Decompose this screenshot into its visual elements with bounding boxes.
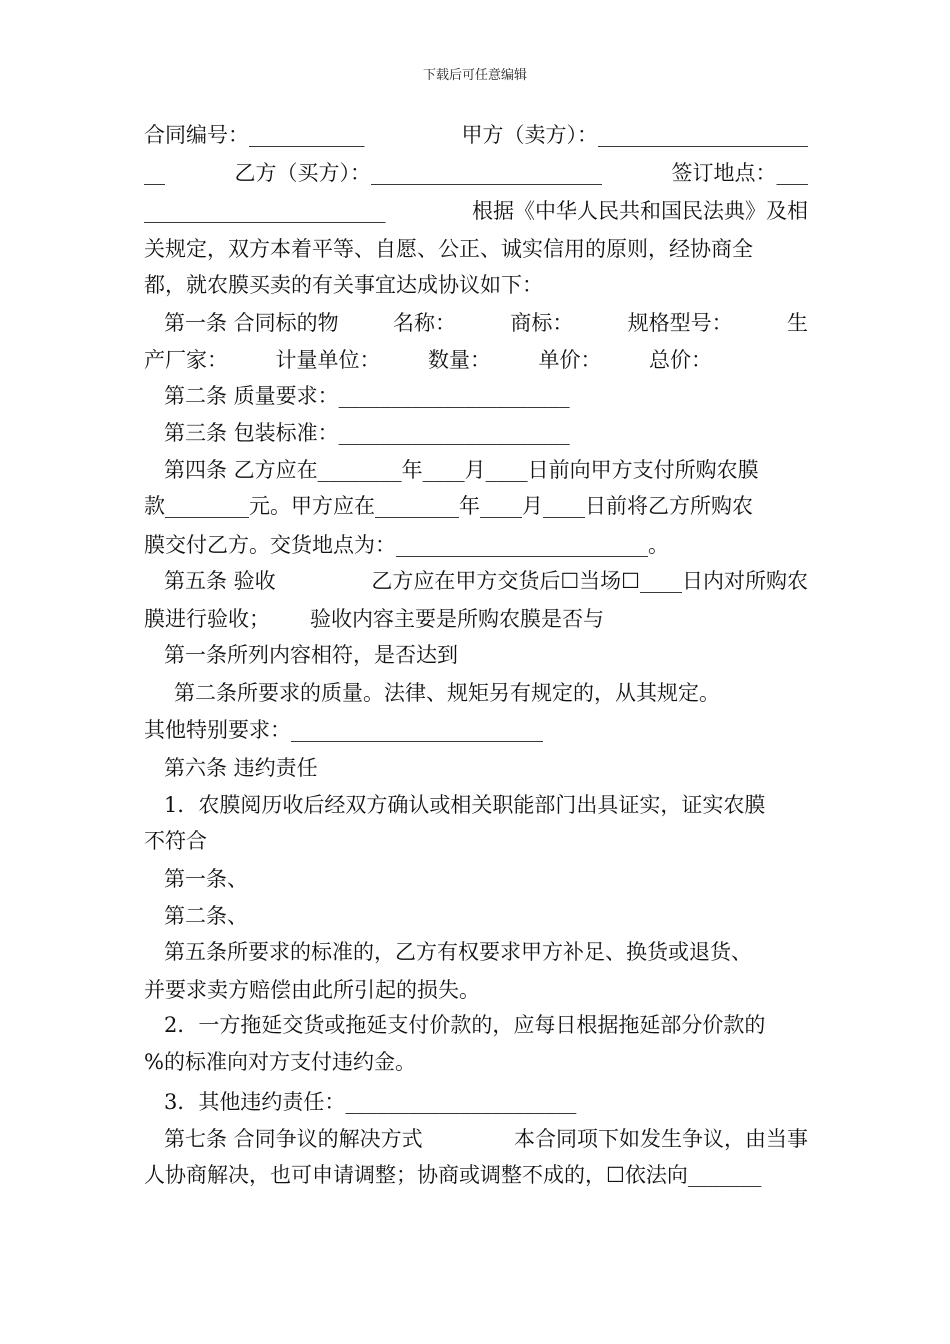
contract-line (144, 864, 808, 894)
line-segment: 第六条 违约责任 (164, 756, 318, 780)
contract-line (144, 604, 808, 634)
line-segment: 第二条、 (164, 904, 248, 928)
line-segment: 根据《中华人民共和国民法典》及相 (472, 199, 808, 223)
contract-line (144, 1047, 808, 1077)
line-segment: 并要求卖方赔偿由此所引起的损失。 (144, 978, 480, 1002)
line-segment: 验收内容主要是所购农膜是否与 (310, 607, 604, 631)
contract-line (144, 790, 808, 820)
line-segment: 乙方（买方）：______________________ (234, 161, 602, 185)
line-segment: 第四条 乙方应在________年____月____日前向甲方支付所购农膜 (164, 458, 759, 482)
line-segment: 第一条 合同标的物 (164, 311, 339, 335)
line-segment: 1．农膜阅历收后经双方确认或相关职能部门出具证实，证实农膜 (164, 793, 766, 817)
line-segment: 产厂家： (144, 348, 228, 372)
line-segment: 规格型号： (627, 311, 733, 335)
line-segment: 计量单位： (275, 348, 381, 372)
line-segment: 第五条 验收 (164, 569, 276, 593)
page-header: 下载后可任意编辑 (422, 68, 527, 83)
contract-line (144, 753, 808, 783)
contract-line (144, 1087, 808, 1117)
contract-line (144, 120, 808, 150)
contract-line (144, 937, 808, 967)
line-segment: 签订地点：___ (671, 161, 808, 185)
contract-line (144, 196, 808, 226)
line-segment: 单价： (538, 348, 602, 372)
line-segment: 都，就农膜买卖的有关事宜达成协议如下： (144, 273, 543, 297)
line-segment: 2．一方拖延交货或拖延支付价款的，应每日根据拖延部分价款的 (164, 1013, 766, 1037)
contract-line (144, 566, 808, 596)
line-segment: 关规定，双方本着平等、自愿、公正、诚实信用的原则，经协商全 (144, 237, 753, 261)
contract-line (144, 640, 808, 670)
line-segment: 人协商解决，也可申请调整；协商或调整不成的，☐依法向_______ (144, 1163, 762, 1187)
line-segment: 第七条 合同争议的解决方式 (164, 1127, 423, 1151)
line-segment: _______________________ (144, 199, 386, 223)
contract-line (144, 530, 808, 560)
line-segment: %的标准向对方支付违约金。 (144, 1050, 416, 1074)
line-segment: 生 (787, 311, 808, 335)
line-segment: 膜交付乙方。交货地点为：________________________。 (144, 533, 669, 557)
line-segment: 其他特别要求：________________________ (144, 718, 543, 742)
contract-line (144, 678, 808, 708)
contract-line (144, 418, 808, 448)
contract-line (144, 381, 808, 411)
contract-line (144, 975, 808, 1005)
contract-line (144, 1124, 808, 1154)
contract-line (144, 491, 808, 521)
line-segment: 乙方应在甲方交货后☐当场☐____日内对所购农 (371, 569, 808, 593)
contract-line (144, 1010, 808, 1040)
line-segment: 第二条 质量要求：______________________ (164, 384, 570, 408)
contract-line (144, 234, 808, 264)
contract-line (144, 715, 808, 745)
contract-line (144, 455, 808, 485)
line-segment: 甲方（卖方）：____________________ (461, 123, 808, 147)
line-segment: 第三条 包装标准：______________________ (164, 421, 570, 445)
line-segment: 第一条所列内容相符，是否达到 (164, 643, 458, 667)
line-segment: 不符合 (144, 829, 207, 853)
line-segment: 商标： (510, 311, 574, 335)
contract-line (144, 270, 808, 300)
contract-line (144, 826, 808, 856)
line-segment: 3．其他违约责任：______________________ (164, 1090, 577, 1114)
line-segment: 第五条所要求的标准的，乙方有权要求甲方补足、换货或退货、 (164, 940, 752, 964)
line-segment: 本合同项下如发生争议，由当事 (514, 1127, 808, 1151)
line-segment: __ (144, 161, 165, 185)
line-segment: 名称： (393, 311, 457, 335)
line-segment: 第二条所要求的质量。法律、规矩另有规定的，从其规定。 (174, 681, 720, 705)
line-segment: 款________元。甲方应在________年____月____日前将乙方所购农 (144, 494, 753, 518)
line-segment: 合同编号：___________ (144, 123, 365, 147)
contract-line (144, 901, 808, 931)
line-segment: 数量： (428, 348, 491, 372)
contract-line (144, 308, 808, 338)
contract-line (144, 345, 808, 375)
contract-line (144, 1160, 808, 1190)
line-segment: 膜进行验收； (144, 607, 270, 631)
contract-line (144, 158, 808, 188)
line-segment: 总价： (649, 348, 712, 372)
line-segment: 第一条、 (164, 867, 248, 891)
